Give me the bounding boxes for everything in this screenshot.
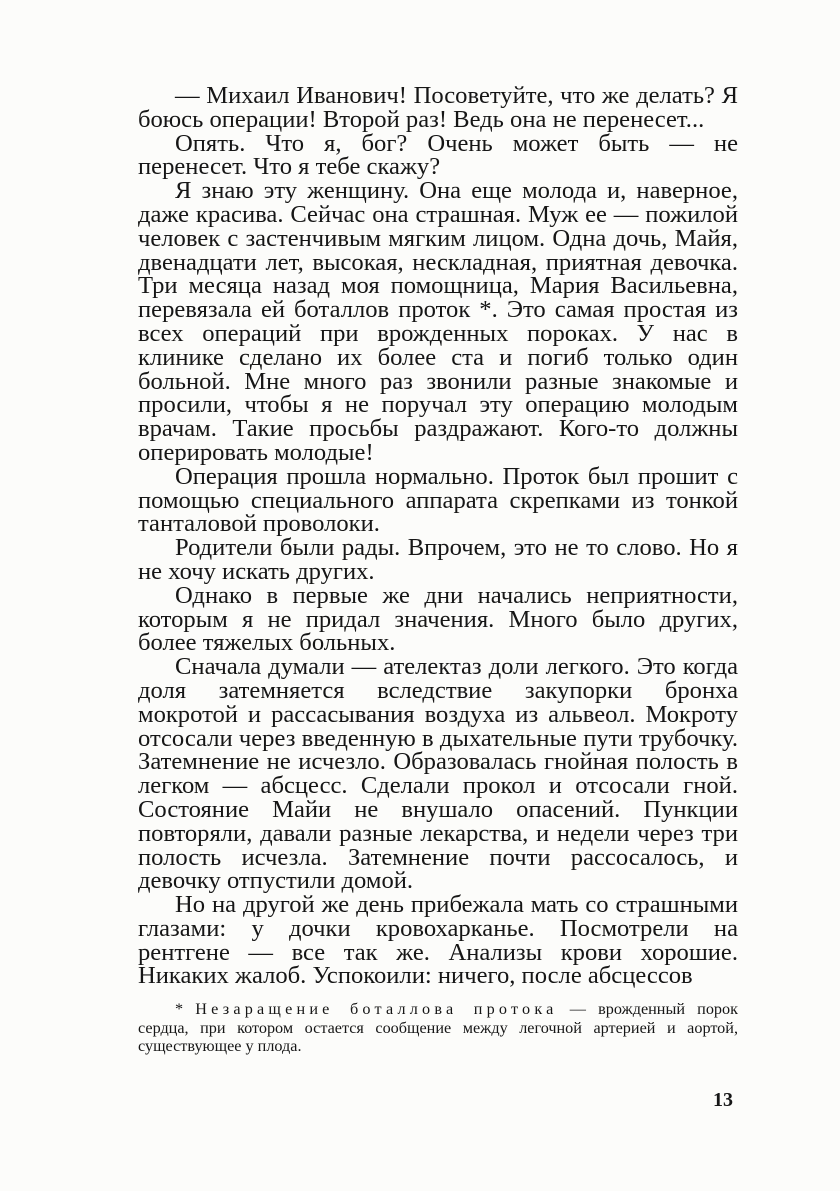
footnote — [138, 1000, 738, 1056]
paragraph: Но на другой же день прибежала мать со страшными глазами: у дочки кровохарканье. Посмотрели на рентгене — все так же. Анализы крови хорошие. Никаких жалоб. Успокоили: ничего, после абсцессов — [138, 891, 738, 990]
page-number: 13 — [713, 1089, 733, 1111]
footnote-text: — врожденный порок сердца, при котором остается сообщение между легочной артерией и аортой, существующее у плода. — [138, 1000, 738, 1056]
paragraph: Однако в первые же дни начались неприятности, которым я не придал значения. Много было других, более тяжелых больных. — [138, 581, 738, 657]
paragraph: Родители были рады. Впрочем, это не то слово. Но я не хочу искать других. — [138, 534, 738, 585]
paragraph: — Михаил Иванович! Посоветуйте, что же делать? Я боюсь операции! Второй раз! Ведь она не перенесет... — [138, 82, 738, 133]
footnote-term: Незаращение боталлова протока — [195, 1000, 558, 1019]
footnote-marker: * — [175, 1000, 184, 1019]
paragraph: Сначала думали — ателектаз доли легкого. Это когда доля затемняется вследствие закупорки бронха мокротой и рассасывания воздуха из альвеол. Мокроту отсосали через введенную в дыхательные пути трубочку. Затемнение не исчезло. Образовалась гнойная полость в легком — абсцесс. Сделали прокол и отсосали гной. Состояние Майи не внушало опасений. Пункции повторяли, давали разные лекарства, и недели через три полость исчезла. Затемнение почти рассосалось, и девочку отпустили домой. — [138, 653, 738, 895]
paragraph: Опять. Что я, бог? Очень может быть — не перенесет. Что я тебе скажу? — [138, 129, 738, 181]
book-page — [138, 84, 738, 1056]
main-text — [138, 84, 738, 988]
paragraph: Я знаю эту женщину. Она еще молода и, наверное, даже красива. Сейчас она страшная. Муж ее — пожилой человек с застенчивым мягким лицом. Одна дочь, Майя, двенадцати лет, высокая, нескладная, приятная девочка. Три месяца назад моя помощница, Мария Васильевна, перевязала ей боталлов проток *. Это самая простая из всех операций при врожденных пороках. У нас в клинике сделано их более ста и погиб только один больной. Мне много раз звонили разные знакомые и просили, чтобы я не поручал эту операцию молодым врачам. Такие просьбы раздражают. Кого-то должны оперировать молодые! — [138, 177, 738, 466]
paragraph: Операция прошла нормально. Проток был прошит с помощью специального аппарата скрепками из тонкой танталовой проволоки. — [138, 462, 738, 538]
